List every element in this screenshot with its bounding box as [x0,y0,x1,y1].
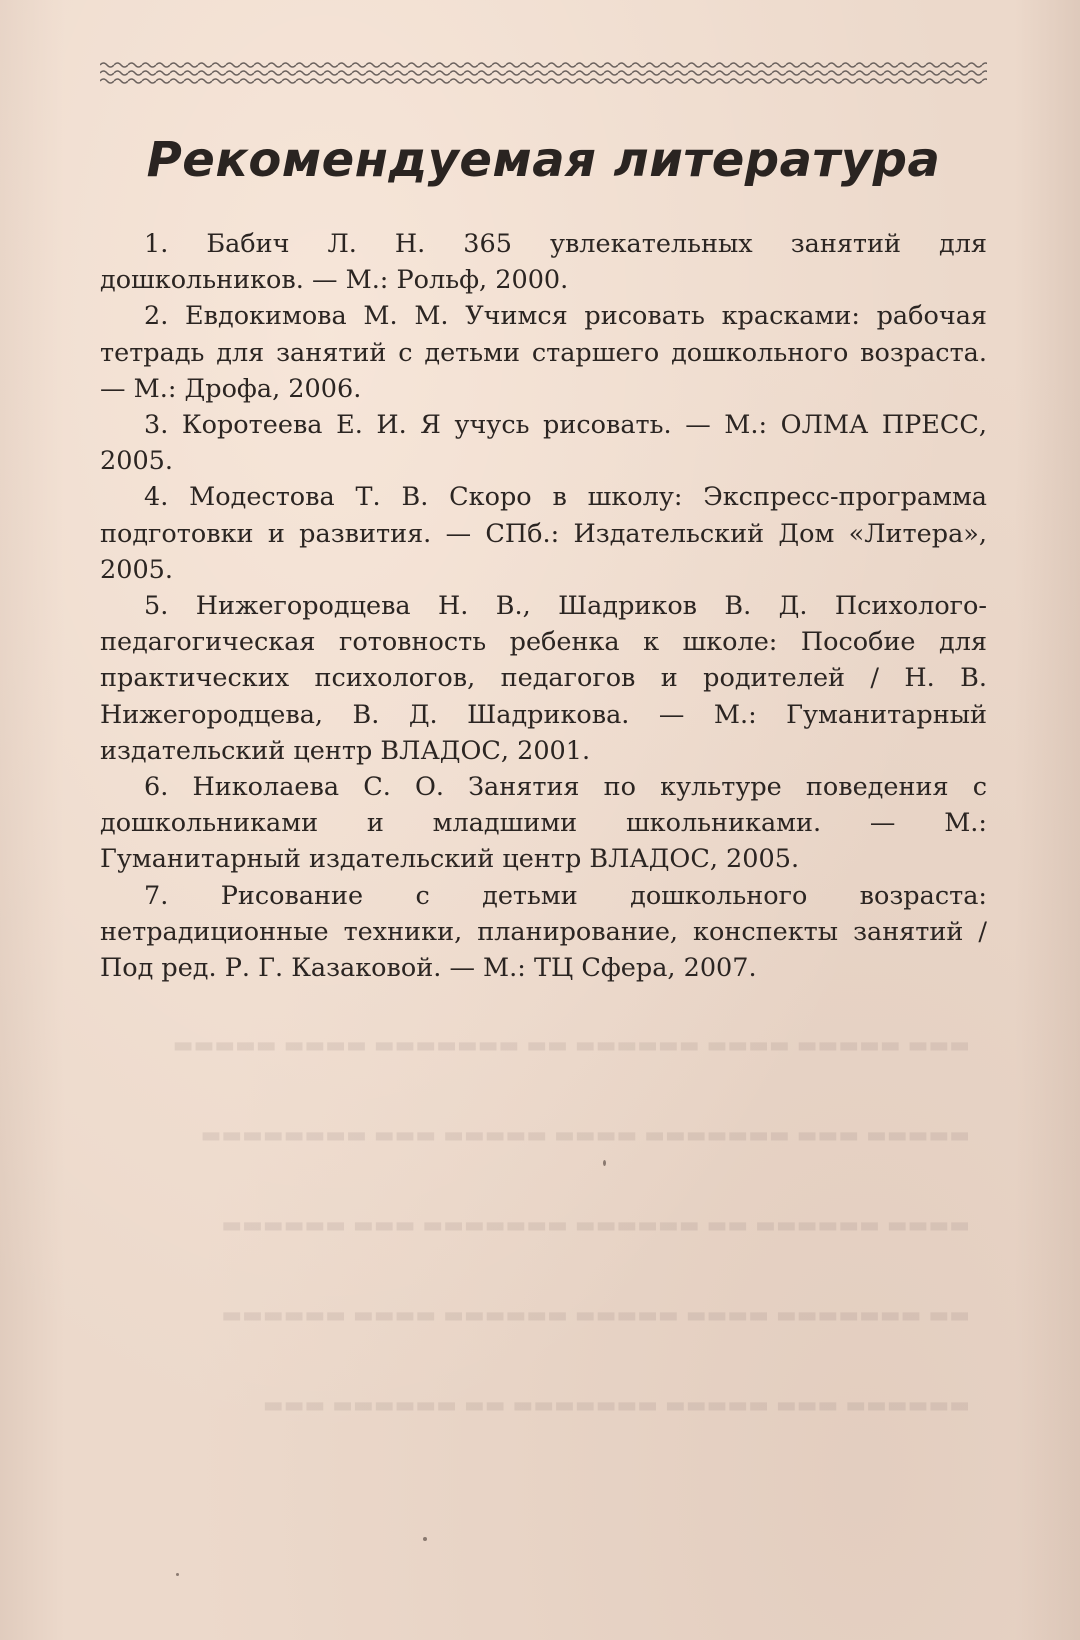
paper-speck [176,1573,179,1576]
reference-item-1: 1. Бабич Л. Н. 365 увлекательных занятий для дошкольников. — М.: Рольф, 2000. [100,229,987,296]
page-title: Рекомендуемая литература [146,132,941,188]
paper-speck [603,1160,606,1166]
paper-speck [423,1537,427,1541]
reference-item-3: 3. Коротеева Е. И. Я учусь рисовать. — М.: ОЛМА ПРЕСС, 2005. [100,410,987,477]
wavy-border-ornament [100,60,987,86]
reference-item-7: 7. Рисование с детьми дошкольного возраста: нетрадиционные техники, планирование, конспекты занятий / Под ред. Р. Г. Казаковой. — М.: ТЦ Сфера, 2007. [100,880,987,984]
references-list [100,226,987,986]
reference-item-6: 6. Николаева С. О. Занятия по культуре поведения с дошкольниками и младшими школьниками. — М.: Гуманитарный издательский центр ВЛАДОС, 2005. [100,772,987,875]
book-page: ▬▬▬ ▬▬▬▬▬ ▬▬▬▬ ▬▬▬▬▬▬ ▬▬ ▬▬▬▬▬▬▬ ▬▬▬▬ ▬▬▬▬▬ ▬▬▬▬▬ ▬▬▬ ▬▬▬▬▬▬▬ ▬▬▬▬ ▬▬▬▬▬ ▬▬▬ ▬▬▬▬▬▬▬▬ ▬▬▬▬ ▬▬▬▬▬▬ ▬▬ ▬▬▬▬▬▬ ▬▬▬▬▬▬▬ ▬▬▬ ▬▬▬▬▬▬ ▬▬ ▬▬▬▬▬▬▬ ▬▬▬▬ ▬▬▬▬▬ ▬▬▬▬▬▬ ▬▬▬▬ ▬▬▬▬▬▬ ▬▬▬▬▬▬ ▬▬▬ ▬▬▬▬▬ ▬▬▬▬▬▬▬ ▬▬ ▬▬▬▬▬▬ ▬▬▬ Рекомендуемая литература 1. Бабич Л. Н. 365 увлекательных занятий для дошкольников. — М.: Рольф, 2000. 2. Евдокимова М. М. Учимся рисовать красками: рабочая тетрадь для занятий с детьми старшего дошкольного возраста. — М.: Дрофа, 2006. 3. Коротеева Е. И. Я учусь рисовать. — М.: ОЛМА ПРЕСС, 2005. 4. Модестова Т. В. Скоро в школу: Экспресс-программа подготовки и развития. — СПб.: Издательский Дом «Литера», 2005. 5. Нижегородцева Н. В., Шадриков В. Д. Психолого-педагогическая готовность ребенка к школе: Пособие для практических психологов, педагогов и родителей / Н. В. Нижегородцева, В. Д. Шадрикова. — М.: Гуманитарный издательский центр ВЛАДОС, 2001. 6. Николаева С. О. Занятия по культуре поведения с дошкольниками и младшими школьниками. — М.: Гуманитарный издательский центр ВЛАДОС, 2005. 7. Рисование с детьми дошкольного возраста: нетрадиционные техники, планирование, конспекты занятий / Под ред. Р. Г. Казаковой. — М.: ТЦ Сфера, 2007. [0,0,1080,1640]
reference-item-2: 2. Евдокимова М. М. Учимся рисовать красками: рабочая тетрадь для занятий с детьми старшего дошкольного возраста. — М.: Дрофа, 2006. [100,301,987,404]
reference-item-5: 5. Нижегородцева Н. В., Шадриков В. Д. Психолого-педагогическая готовность ребенка к школе: Пособие для практических психологов, педагогов и родителей / Н. В. Нижегородцева, В. Д. Шадрикова. — М.: Гуманитарный издательский центр ВЛАДОС, 2001. [100,591,987,766]
reference-item-4: 4. Модестова Т. В. Скоро в школу: Экспресс-программа подготовки и развития. — СПб.: Издательский Дом «Литера», 2005. [100,482,987,585]
